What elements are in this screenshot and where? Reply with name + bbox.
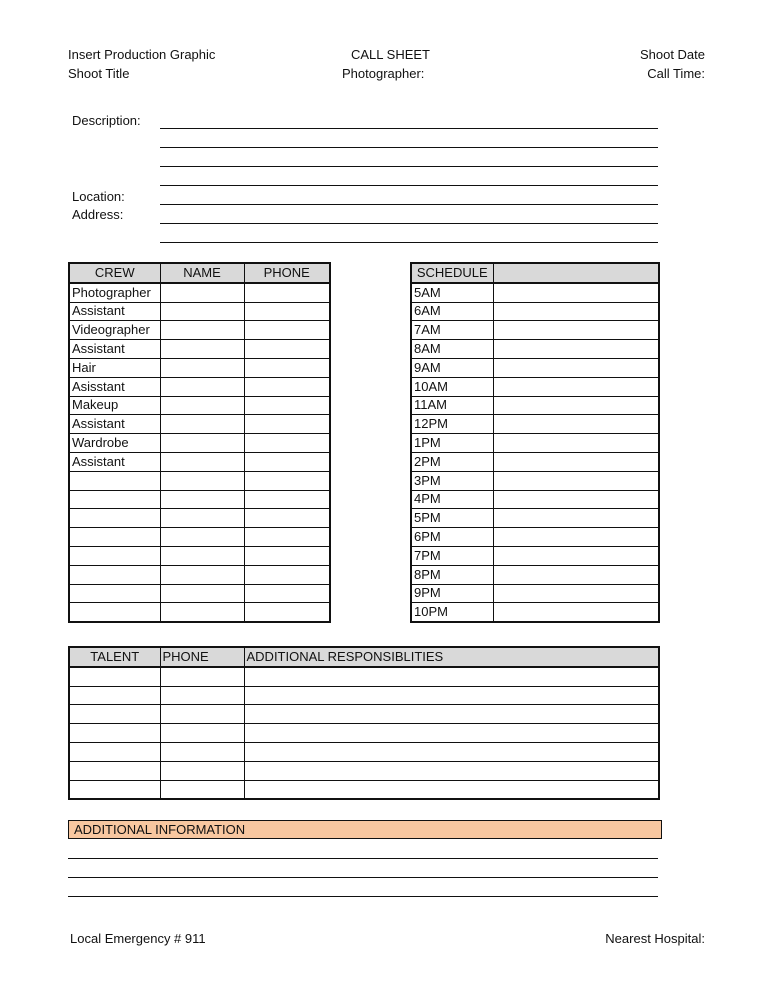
schedule-row bbox=[411, 377, 659, 396]
schedule-time-cell: 8PM bbox=[411, 565, 493, 584]
description-line[interactable] bbox=[160, 128, 658, 129]
crew-phone-cell[interactable] bbox=[244, 321, 330, 340]
crew-role-cell: Hair bbox=[69, 358, 160, 377]
crew-row bbox=[69, 321, 330, 340]
schedule-time-cell: 8AM bbox=[411, 340, 493, 359]
schedule-row bbox=[411, 340, 659, 359]
talent-responsibilities-cell[interactable] bbox=[244, 761, 659, 780]
schedule-row bbox=[411, 452, 659, 471]
call-time-label: Call Time: bbox=[647, 66, 705, 81]
schedule-entry-cell[interactable] bbox=[493, 434, 659, 453]
crew-name-cell[interactable] bbox=[160, 340, 244, 359]
crew-role-cell: Assistant bbox=[69, 452, 160, 471]
schedule-entry-cell[interactable] bbox=[493, 565, 659, 584]
crew-role-cell bbox=[69, 565, 160, 584]
crew-name-cell[interactable] bbox=[160, 471, 244, 490]
crew-name-cell[interactable] bbox=[160, 396, 244, 415]
crew-phone-cell[interactable] bbox=[244, 603, 330, 622]
schedule-row bbox=[411, 565, 659, 584]
schedule-entry-cell[interactable] bbox=[493, 509, 659, 528]
crew-name-cell[interactable] bbox=[160, 452, 244, 471]
crew-role-cell: Photographer bbox=[69, 283, 160, 302]
crew-header-row bbox=[69, 263, 330, 283]
description-line[interactable] bbox=[160, 166, 658, 167]
crew-phone-cell[interactable] bbox=[244, 377, 330, 396]
talent-phone-cell[interactable] bbox=[160, 742, 244, 761]
description-line[interactable] bbox=[160, 185, 658, 186]
schedule-time-cell: 3PM bbox=[411, 471, 493, 490]
talent-row bbox=[69, 686, 659, 705]
crew-name-cell[interactable] bbox=[160, 434, 244, 453]
crew-name-cell[interactable] bbox=[160, 283, 244, 302]
talent-row bbox=[69, 705, 659, 724]
schedule-row bbox=[411, 509, 659, 528]
schedule-time-cell: 2PM bbox=[411, 452, 493, 471]
address-line[interactable] bbox=[160, 242, 658, 243]
crew-phone-cell[interactable] bbox=[244, 358, 330, 377]
schedule-row bbox=[411, 584, 659, 603]
schedule-row bbox=[411, 321, 659, 340]
talent-name-cell[interactable] bbox=[69, 667, 160, 686]
schedule-entry-cell[interactable] bbox=[493, 377, 659, 396]
talent-column-header: TALENT bbox=[69, 647, 160, 667]
crew-name-cell[interactable] bbox=[160, 509, 244, 528]
description-line[interactable] bbox=[160, 147, 658, 148]
schedule-table bbox=[410, 262, 660, 623]
crew-row bbox=[69, 509, 330, 528]
schedule-row bbox=[411, 415, 659, 434]
schedule-row bbox=[411, 358, 659, 377]
talent-name-cell[interactable] bbox=[69, 780, 160, 799]
talent-phone-cell[interactable] bbox=[160, 761, 244, 780]
schedule-time-cell: 6PM bbox=[411, 528, 493, 547]
talent-row bbox=[69, 724, 659, 743]
name-column-header: NAME bbox=[160, 263, 244, 283]
schedule-row bbox=[411, 546, 659, 565]
schedule-entry-cell[interactable] bbox=[493, 415, 659, 434]
nearest-hospital-label: Nearest Hospital: bbox=[605, 931, 705, 946]
schedule-entry-cell[interactable] bbox=[493, 528, 659, 547]
schedule-row bbox=[411, 528, 659, 547]
schedule-entry-cell[interactable] bbox=[493, 471, 659, 490]
crew-phone-cell[interactable] bbox=[244, 584, 330, 603]
crew-role-cell bbox=[69, 528, 160, 547]
crew-role-cell bbox=[69, 546, 160, 565]
responsibilities-column-header: ADDITIONAL RESPONSIBLITIES bbox=[244, 647, 659, 667]
talent-phone-cell[interactable] bbox=[160, 705, 244, 724]
schedule-time-cell: 9AM bbox=[411, 358, 493, 377]
schedule-time-cell: 10PM bbox=[411, 603, 493, 622]
crew-row bbox=[69, 584, 330, 603]
schedule-row bbox=[411, 471, 659, 490]
schedule-time-cell: 1PM bbox=[411, 434, 493, 453]
schedule-time-cell: 7PM bbox=[411, 546, 493, 565]
schedule-row bbox=[411, 434, 659, 453]
schedule-notes-column-header bbox=[493, 263, 659, 283]
schedule-header-row bbox=[411, 263, 659, 283]
schedule-time-cell: 12PM bbox=[411, 415, 493, 434]
call-sheet-title: CALL SHEET bbox=[351, 47, 430, 62]
talent-phone-column-header: PHONE bbox=[160, 647, 244, 667]
talent-row bbox=[69, 667, 659, 686]
crew-role-cell bbox=[69, 490, 160, 509]
talent-responsibilities-cell[interactable] bbox=[244, 705, 659, 724]
talent-phone-cell[interactable] bbox=[160, 667, 244, 686]
talent-phone-cell[interactable] bbox=[160, 724, 244, 743]
phone-column-header: PHONE bbox=[244, 263, 330, 283]
schedule-row bbox=[411, 490, 659, 509]
schedule-entry-cell[interactable] bbox=[493, 321, 659, 340]
talent-row bbox=[69, 761, 659, 780]
crew-phone-cell[interactable] bbox=[244, 302, 330, 321]
schedule-entry-cell[interactable] bbox=[493, 603, 659, 622]
crew-phone-cell[interactable] bbox=[244, 490, 330, 509]
talent-responsibilities-cell[interactable] bbox=[244, 667, 659, 686]
schedule-time-cell: 6AM bbox=[411, 302, 493, 321]
crew-name-cell[interactable] bbox=[160, 321, 244, 340]
talent-name-cell[interactable] bbox=[69, 724, 160, 743]
crew-row bbox=[69, 490, 330, 509]
crew-phone-cell[interactable] bbox=[244, 565, 330, 584]
production-graphic-label: Insert Production Graphic bbox=[68, 47, 216, 62]
crew-role-cell: Assistant bbox=[69, 302, 160, 321]
crew-name-cell[interactable] bbox=[160, 603, 244, 622]
crew-name-cell[interactable] bbox=[160, 377, 244, 396]
additional-info-line[interactable] bbox=[68, 858, 658, 859]
crew-name-cell[interactable] bbox=[160, 546, 244, 565]
crew-row bbox=[69, 415, 330, 434]
additional-info-header: ADDITIONAL INFORMATION bbox=[68, 820, 662, 839]
schedule-row bbox=[411, 603, 659, 622]
crew-row bbox=[69, 452, 330, 471]
crew-phone-cell[interactable] bbox=[244, 471, 330, 490]
address-label: Address: bbox=[72, 207, 124, 222]
schedule-entry-cell[interactable] bbox=[493, 340, 659, 359]
crew-phone-cell[interactable] bbox=[244, 396, 330, 415]
schedule-entry-cell[interactable] bbox=[493, 490, 659, 509]
talent-table bbox=[68, 646, 660, 800]
schedule-entry-cell[interactable] bbox=[493, 302, 659, 321]
schedule-entry-cell[interactable] bbox=[493, 396, 659, 415]
schedule-time-cell: 9PM bbox=[411, 584, 493, 603]
crew-phone-cell[interactable] bbox=[244, 283, 330, 302]
crew-table bbox=[68, 262, 331, 623]
schedule-time-cell: 4PM bbox=[411, 490, 493, 509]
talent-name-cell[interactable] bbox=[69, 742, 160, 761]
talent-row bbox=[69, 742, 659, 761]
crew-name-cell[interactable] bbox=[160, 528, 244, 547]
talent-responsibilities-cell[interactable] bbox=[244, 780, 659, 799]
talent-responsibilities-cell[interactable] bbox=[244, 724, 659, 743]
crew-phone-cell[interactable] bbox=[244, 340, 330, 359]
crew-name-cell[interactable] bbox=[160, 565, 244, 584]
crew-role-cell: Assistant bbox=[69, 340, 160, 359]
crew-row bbox=[69, 283, 330, 302]
additional-info-line[interactable] bbox=[68, 896, 658, 897]
schedule-row bbox=[411, 302, 659, 321]
crew-row bbox=[69, 434, 330, 453]
schedule-time-cell: 10AM bbox=[411, 377, 493, 396]
schedule-entry-cell[interactable] bbox=[493, 358, 659, 377]
crew-name-cell[interactable] bbox=[160, 358, 244, 377]
crew-phone-cell[interactable] bbox=[244, 434, 330, 453]
schedule-entry-cell[interactable] bbox=[493, 452, 659, 471]
crew-role-cell: Asisstant bbox=[69, 377, 160, 396]
crew-role-cell: Assistant bbox=[69, 415, 160, 434]
description-label: Description: bbox=[72, 113, 141, 128]
talent-name-cell[interactable] bbox=[69, 705, 160, 724]
crew-phone-cell[interactable] bbox=[244, 546, 330, 565]
crew-name-cell[interactable] bbox=[160, 490, 244, 509]
crew-phone-cell[interactable] bbox=[244, 509, 330, 528]
talent-name-cell[interactable] bbox=[69, 761, 160, 780]
talent-name-cell[interactable] bbox=[69, 686, 160, 705]
crew-role-cell bbox=[69, 471, 160, 490]
crew-phone-cell[interactable] bbox=[244, 415, 330, 434]
crew-phone-cell[interactable] bbox=[244, 528, 330, 547]
talent-header-row bbox=[69, 647, 659, 667]
schedule-row bbox=[411, 283, 659, 302]
crew-role-cell bbox=[69, 509, 160, 528]
shoot-title-label: Shoot Title bbox=[68, 66, 130, 81]
crew-column-header: CREW bbox=[69, 263, 160, 283]
local-emergency-label: Local Emergency # 911 bbox=[70, 931, 206, 946]
crew-row bbox=[69, 377, 330, 396]
talent-phone-cell[interactable] bbox=[160, 780, 244, 799]
schedule-column-header: SCHEDULE bbox=[411, 263, 493, 283]
crew-row bbox=[69, 565, 330, 584]
additional-info-line[interactable] bbox=[68, 877, 658, 878]
crew-name-cell[interactable] bbox=[160, 415, 244, 434]
schedule-entry-cell[interactable] bbox=[493, 584, 659, 603]
talent-phone-cell[interactable] bbox=[160, 686, 244, 705]
schedule-time-cell: 11AM bbox=[411, 396, 493, 415]
crew-row bbox=[69, 358, 330, 377]
crew-row bbox=[69, 396, 330, 415]
location-label: Location: bbox=[72, 189, 125, 204]
talent-responsibilities-cell[interactable] bbox=[244, 686, 659, 705]
crew-row bbox=[69, 471, 330, 490]
crew-name-cell[interactable] bbox=[160, 302, 244, 321]
crew-name-cell[interactable] bbox=[160, 584, 244, 603]
crew-role-cell: Wardrobe bbox=[69, 434, 160, 453]
schedule-time-cell: 7AM bbox=[411, 321, 493, 340]
photographer-label: Photographer: bbox=[342, 66, 425, 81]
crew-row bbox=[69, 603, 330, 622]
schedule-time-cell: 5PM bbox=[411, 509, 493, 528]
shoot-date-label: Shoot Date bbox=[639, 47, 705, 62]
schedule-entry-cell[interactable] bbox=[493, 283, 659, 302]
schedule-row bbox=[411, 396, 659, 415]
crew-row bbox=[69, 302, 330, 321]
crew-role-cell bbox=[69, 603, 160, 622]
schedule-time-cell: 5AM bbox=[411, 283, 493, 302]
schedule-entry-cell[interactable] bbox=[493, 546, 659, 565]
crew-row bbox=[69, 528, 330, 547]
crew-row bbox=[69, 340, 330, 359]
crew-role-cell: Videographer bbox=[69, 321, 160, 340]
crew-phone-cell[interactable] bbox=[244, 452, 330, 471]
talent-row bbox=[69, 780, 659, 799]
crew-role-cell: Makeup bbox=[69, 396, 160, 415]
crew-role-cell bbox=[69, 584, 160, 603]
address-line[interactable] bbox=[160, 223, 658, 224]
crew-row bbox=[69, 546, 330, 565]
talent-responsibilities-cell[interactable] bbox=[244, 742, 659, 761]
location-line[interactable] bbox=[160, 204, 658, 205]
